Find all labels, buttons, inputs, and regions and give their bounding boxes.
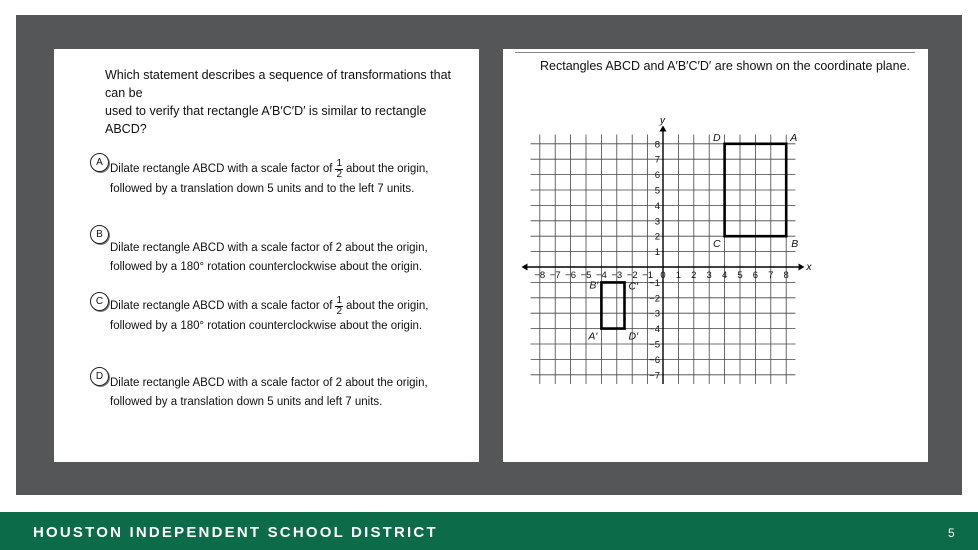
option-a-fraction: [335, 159, 343, 180]
question-line-2: used to verify that rectangle A′B′C′D′ is similar to rectangle ABCD?: [105, 104, 427, 136]
y-tick-label: 4: [654, 200, 660, 212]
option-c-text-post: about the origin,: [346, 300, 429, 312]
option-c-fraction: [335, 296, 343, 317]
y-tick-label: −2: [649, 293, 660, 305]
district-name: HOUSTON INDEPENDENT SCHOOL DISTRICT: [33, 524, 438, 541]
x-tick-label: −7: [549, 270, 561, 281]
option-c-letter[interactable]: C: [90, 292, 109, 311]
y-axis-label: y: [660, 115, 665, 127]
option-a-letter[interactable]: A: [90, 153, 109, 172]
y-tick-label: −3: [649, 308, 660, 320]
vertex-label: B: [791, 238, 799, 251]
x-tick-label: −5: [580, 270, 592, 281]
x-tick-label: 3: [706, 270, 712, 281]
vertex-label: C′: [628, 280, 639, 293]
vertex-label: D′: [628, 330, 639, 343]
x-tick-label: 6: [752, 270, 759, 281]
option-b-line-2: followed by a 180° rotation counterclockwise about the origin.: [110, 261, 423, 273]
option-d-letter[interactable]: D: [90, 367, 109, 386]
x-tick-label: 0: [660, 270, 666, 281]
vertex-label: C: [713, 238, 721, 251]
option-b-line-1: Dilate rectangle ABCD with a scale factor of 2 about the origin,: [110, 242, 428, 254]
x-tick-label: 7: [768, 270, 774, 281]
vertex-label: A′: [588, 330, 598, 343]
x-tick-label: −1: [642, 270, 654, 281]
vertex-label: D: [713, 131, 721, 144]
y-tick-label: 2: [654, 231, 660, 243]
x-tick-label: 1: [675, 270, 682, 281]
y-tick-label: −6: [649, 354, 660, 366]
graph-title: Rectangles ABCD and A′B′C′D′ are shown on the coordinate plane.: [540, 59, 911, 73]
option-c-fraction-denominator: 2: [336, 306, 342, 317]
y-tick-label: −5: [649, 339, 660, 351]
x-tick-label: −6: [565, 270, 577, 281]
x-tick-label: −8: [534, 270, 546, 281]
x-tick-label: 2: [691, 270, 697, 281]
vertex-label: A: [790, 131, 798, 144]
x-tick-label: −3: [611, 270, 623, 281]
y-tick-label: −1: [649, 277, 660, 289]
page-number: 5: [948, 526, 955, 540]
x-tick-label: −4: [595, 270, 607, 281]
option-d-line-2: followed by a translation down 5 units and left 7 units.: [110, 396, 383, 408]
x-tick-label: 8: [783, 270, 789, 281]
y-tick-label: 8: [654, 139, 660, 151]
y-tick-label: −7: [649, 370, 660, 382]
y-tick-label: −4: [649, 324, 660, 336]
question-line-1: Which statement describes a sequence of transformations that can be: [105, 68, 452, 100]
option-b-letter[interactable]: B: [90, 225, 109, 244]
option-c-line-2: followed by a 180° rotation counterclockwise about the origin.: [110, 320, 423, 332]
x-tick-label: −2: [626, 270, 638, 281]
option-d-line-1: Dilate rectangle ABCD with a scale factor of 2 about the origin,: [110, 377, 428, 389]
y-tick-label: 7: [654, 154, 660, 166]
x-tick-label: 4: [721, 270, 728, 281]
option-a-text-post: about the origin,: [346, 163, 429, 175]
y-tick-label: 3: [654, 216, 660, 228]
y-tick-label: 6: [654, 170, 660, 182]
x-tick-label: 5: [737, 270, 743, 281]
option-a-text-pre: Dilate rectangle ABCD with a scale factor of: [110, 163, 333, 175]
title-rule: [515, 52, 915, 53]
option-a-line-2: followed by a translation down 5 units and to the left 7 units.: [110, 183, 415, 195]
question-text: [105, 66, 465, 138]
option-c-text-pre: Dilate rectangle ABCD with a scale factor of: [110, 300, 333, 312]
y-tick-label: 5: [654, 185, 660, 197]
rectangle-aprimebprimecprimedprime: [601, 282, 624, 328]
option-a-fraction-numerator: 1: [336, 158, 342, 169]
y-tick-label: 1: [654, 247, 660, 259]
vertex-label: B′: [589, 279, 599, 292]
coordinate-plane: [530, 86, 812, 446]
x-axis-label: x: [806, 262, 812, 273]
option-c-fraction-numerator: 1: [336, 295, 342, 306]
option-a-fraction-denominator: 2: [336, 169, 342, 180]
